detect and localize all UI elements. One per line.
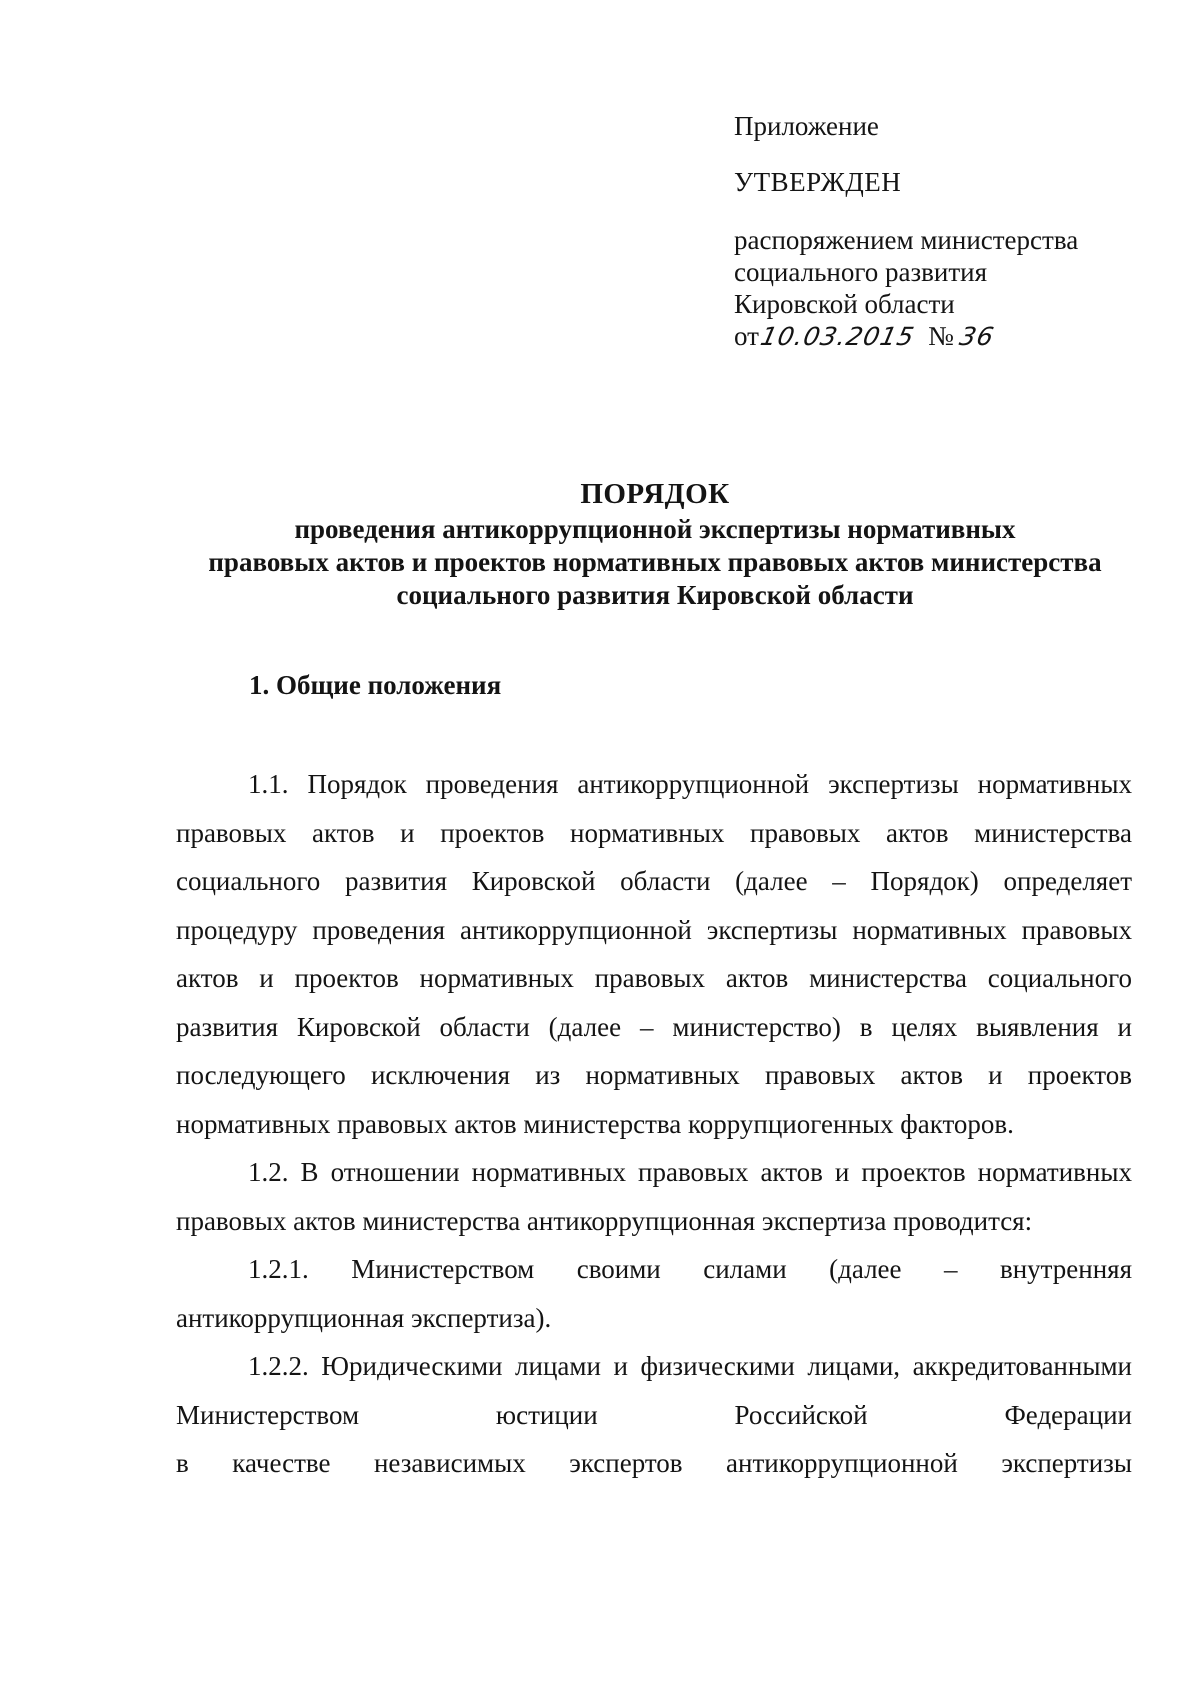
paragraph-1-2-2-continued: в качестве независимых экспертов антикоррупционной экспертизы: [176, 1448, 1132, 1478]
paragraph-1-1: 1.1. Порядок проведения антикоррупционной экспертизы нормативных правовых актов и проектов нормативных правовых актов министерства социального развития Кировской области (далее – Порядок) определяет процедуру проведения антикоррупционной экспертизы нормативных правовых актов и проектов нормативных правовых актов министерства социального развития Кировской области (далее – министерство) в целях выявления и последующего исключения из нормативных правовых актов и проектов нормативных правовых актов министерства коррупциогенных факторов.: [176, 769, 1132, 1139]
order-line-3: Кировской области: [734, 289, 955, 319]
number-label: №: [928, 321, 954, 351]
approval-order-text: [734, 224, 1174, 353]
document-title: [150, 478, 1160, 612]
paragraph-1-2-1: 1.2.1. Министерством своими силами (далее – внутренняя антикоррупционная экспертиза).: [176, 1254, 1132, 1333]
order-line-2: социального развития: [734, 257, 988, 287]
title-main: ПОРЯДОК: [580, 478, 730, 510]
paragraph-1-2: 1.2. В отношении нормативных правовых актов и проектов нормативных правовых актов министерства антикоррупционная экспертиза проводится:: [176, 1157, 1132, 1236]
paragraph-1-2-2: 1.2.2. Юридическими лицами и физическими лицами, аккредитованными Министерством юстиции Российской Федерации: [176, 1351, 1132, 1430]
order-line-1: распоряжением министерства: [734, 225, 1079, 255]
approved-label: УТВЕРЖДЕН: [734, 167, 902, 197]
title-line-2: правовых актов и проектов нормативных правовых актов министерства: [208, 547, 1102, 577]
date-prefix: от: [734, 321, 759, 351]
title-line-1: проведения антикоррупционной экспертизы нормативных: [294, 514, 1016, 544]
approval-block: [734, 110, 1174, 353]
appendix-label: Приложение: [734, 111, 879, 141]
body-text: [176, 760, 1132, 1488]
section-1-heading: 1. Общие положения: [249, 670, 502, 700]
handwritten-number: 36: [956, 322, 997, 351]
title-line-3: социального развития Кировской области: [396, 580, 914, 610]
handwritten-date: 10.03.2015: [757, 322, 918, 351]
order-date-line: [734, 320, 1174, 353]
